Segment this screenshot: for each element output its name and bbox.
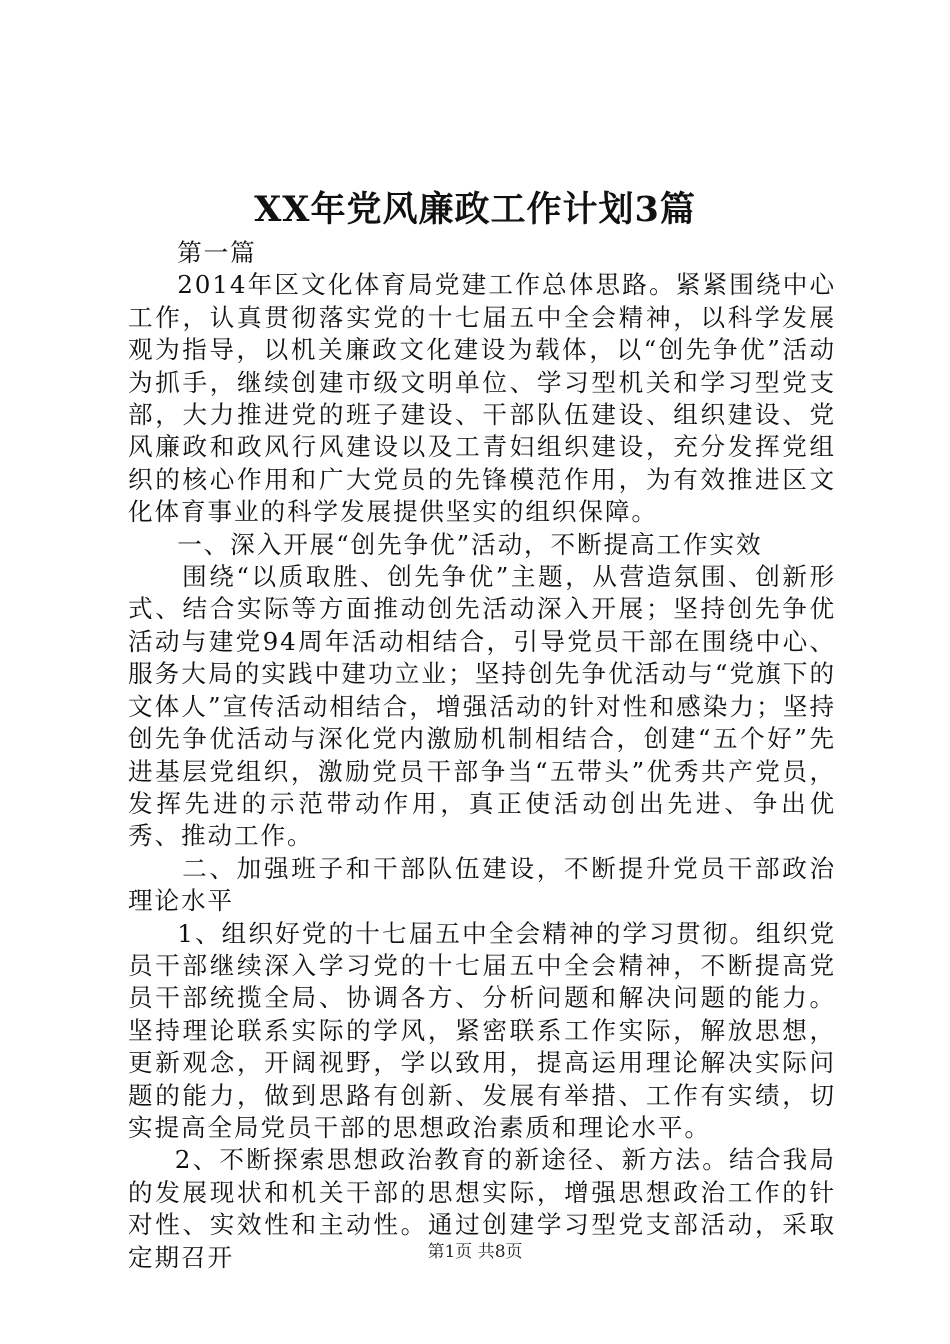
section-heading: 第一篇: [177, 238, 257, 267]
page-number-footer: 第1页 共8页: [427, 1242, 523, 1262]
section-heading: 二、加强班子和干部队伍建设，不断提升党员干部政治理论水平: [128, 853, 836, 916]
section-heading: 一、深入开展“创先争优”活动，不断提高工作实效: [177, 529, 763, 559]
body-paragraph: 2、不断探索思想政治教育的新途径、新方法。结合我局的发展现状和机关干部的思想实际，增强思想政治工作的针对性、实效性和主动性。通过创建学习型党支部活动，采取定期召开: [128, 1145, 836, 1272]
body-paragraph: 2014年区文化体育局党建工作总体思路。紧紧围绕中心工作，认真贯彻落实党的十七届五中全会精神，以科学发展观为指导，以机关廉政文化建设为载体，以“创先争优”活动为抓手，继续创建市级文明单位、学习型机关和学习型党支部，大力推进党的班子建设、干部队伍建设、组织建设、党风廉政和政风行风建设以及工青妇组织建设，充分发挥党组织的核心作用和广大党员的先锋模范作用，为有效推进区文化体育事业的科学发展提供坚实的组织保障。: [128, 270, 836, 527]
document-title: XX年党风廉政工作计划3篇: [254, 189, 696, 230]
body-paragraph: 围绕“以质取胜、创先争优”主题，从营造氛围、创新形式、结合实际等方面推动创先活动深入开展；坚持创先争优活动与建党94周年活动相结合，引导党员干部在围绕中心、服务大局的实践中建功立业；坚持创先争优活动与“党旗下的文体人”宣传活动相结合，增强活动的针对性和感染力；坚持创先争优活动与深化党内激励机制相结合，创建“五个好”先进基层党组织，激励党员干部争当“五带头”优秀共产党员，发挥先进的示范带动作用，真正使活动创出先进、争出优秀、推动工作。: [128, 562, 836, 851]
body-paragraph: 1、组织好党的十七届五中全会精神的学习贯彻。组织党员干部继续深入学习党的十七届五中全会精神，不断提高党员干部统揽全局、协调各方、分析问题和解决问题的能力。坚持理论联系实际的学风，紧密联系工作实际，解放思想，更新观念，开阔视野，学以致用，提高运用理论解决实际问题的能力，做到思路有创新、发展有举措、工作有实绩，切实提高全局党员干部的思想政治素质和理论水平。: [128, 918, 836, 1142]
document-body: [128, 237, 836, 1274]
